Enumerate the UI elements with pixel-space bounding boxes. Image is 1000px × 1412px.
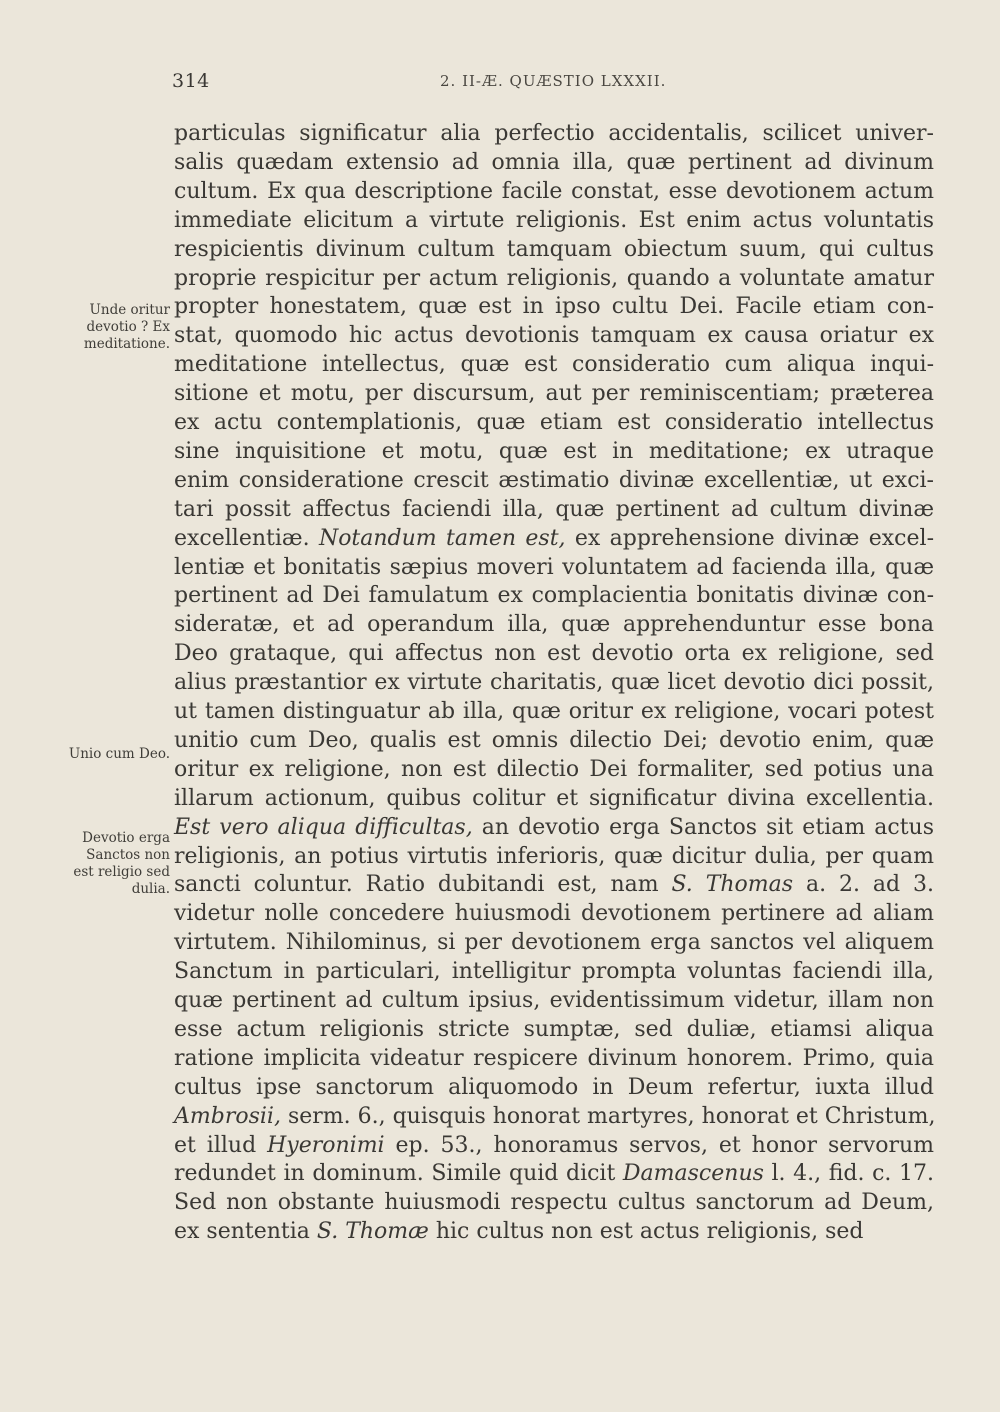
text-span: redundet in dominum. Simile quid dicit — [174, 1161, 623, 1187]
text-line: enim consideratione crescit æstimatio divinæ excellentiæ, ut exci- — [174, 467, 934, 493]
text-line: tari possit affectus faciendi illa, quæ pertinent ad cultum divinæ — [174, 496, 934, 522]
text-line: particulas significatur alia perfectio accidentalis, scilicet univer- — [174, 121, 934, 146]
text-line: pertinent ad Dei famulatum ex complacientia bonitatis divinæ con- — [174, 583, 934, 609]
text-span: serm. 6., quisquis honorat martyres, honorat et Christum, — [280, 1103, 936, 1129]
italic-span: Est vero aliqua difficultas, — [174, 814, 473, 840]
margin-note-line: meditatione. — [83, 336, 170, 352]
text-line: propter honestatem, quæ est in ipso cultu Dei. Facile etiam con- — [174, 294, 934, 320]
text-span: l. 4., fid. c. 17. — [763, 1161, 934, 1187]
italic-span: Hyeronimi — [267, 1132, 385, 1158]
margin-note — [50, 746, 170, 763]
text-line — [174, 814, 934, 842]
italic-span: S. Thomæ — [316, 1219, 429, 1245]
text-line: videtur nolle concedere huiusmodi devotionem pertinere ad aliam — [174, 901, 934, 927]
margin-note-line: dulia. — [131, 881, 170, 897]
running-head: 2. II-Æ. QUÆSTIO LXXXII. — [440, 72, 667, 90]
text-line: salis quædam extensio ad omnia illa, quæ pertinent ad divinum — [174, 149, 934, 175]
text-line: Deo grataque, qui affectus non est devotio orta ex religione, sed — [174, 641, 934, 667]
text-line: sitione et motu, per discursum, aut per reminiscentiam; præterea — [174, 381, 934, 407]
text-line: unitio cum Deo, qualis est omnis dilectio Dei; devotio enim, quæ — [174, 727, 934, 753]
text-span: ex apprehensione divinæ excel- — [565, 525, 934, 551]
text-span: an devotio erga Sanctos sit etiam actus — [472, 814, 934, 840]
margin-note — [50, 830, 170, 898]
italic-span: S. Thomas — [671, 872, 794, 898]
text-line: lentiæ et bonitatis sæpius moveri voluntatem ad facienda illa, quæ — [174, 554, 934, 580]
text-line: stat, quomodo hic actus devotionis tamquam ex causa oriatur ex — [174, 323, 934, 349]
text-line — [174, 1132, 934, 1160]
text-line: religionis, an potius virtutis inferioris, quæ dicitur dulia, per quam — [174, 843, 934, 869]
margin-note — [50, 302, 170, 353]
text-line: illarum actionum, quibus colitur et significatur divina excellentia. — [174, 785, 934, 811]
text-span: ep. 53., honoramus servos, et honor servorum — [384, 1132, 934, 1158]
text-line: respicientis divinum cultum tamquam obiectum suum, qui cultus — [174, 236, 934, 262]
margin-note-line: est religio sed — [73, 864, 170, 880]
text-line: ex actu contemplationis, quæ etiam est consideratio intellectus — [174, 410, 934, 435]
italic-span: Damascenus — [622, 1161, 764, 1187]
text-line: cultum. Ex qua descriptione facile constat, esse devotionem actum — [174, 178, 934, 204]
text-line: sideratæ, et ad operandum illa, quæ apprehenduntur esse bona — [174, 612, 934, 638]
margin-note-line: Devotio erga — [82, 830, 170, 846]
text-span: a. 2. ad 3. — [793, 872, 934, 898]
text-line: oritur ex religione, non est dilectio Dei formaliter, sed potius una — [174, 756, 934, 782]
text-span: hic cultus non est actus religionis, sed — [428, 1219, 864, 1245]
text-line: Sanctum in particulari, intelligitur prompta voluntas faciendi illa, — [174, 959, 934, 985]
text-line: quæ pertinent ad cultum ipsius, evidentissimum videtur, illam non — [174, 988, 934, 1013]
italic-span: Notandum tamen est, — [318, 525, 566, 551]
text-span: et illud — [174, 1132, 268, 1158]
margin-note-line: Unde oritur — [89, 302, 170, 318]
text-line: esse actum religionis stricte sumptæ, sed duliæ, etiamsi aliqua — [174, 1016, 934, 1042]
text-line — [174, 1103, 934, 1131]
text-line — [174, 1160, 934, 1188]
text-line: alius præstantior ex virtute charitatis, quæ licet devotio dici possit, — [174, 670, 934, 696]
text-span: ex sententia — [174, 1219, 317, 1245]
text-line: virtutem. Nihilominus, si per devotionem erga sanctos vel aliquem — [174, 930, 934, 956]
text-line: proprie respicitur per actum religionis, quando a voluntate amatur — [174, 265, 934, 291]
text-line: ratione implicita videatur respicere divinum honorem. Primo, quia — [174, 1045, 934, 1071]
text-span: sancti coluntur. Ratio dubitandi est, nam — [174, 872, 672, 898]
italic-span: Ambrosii, — [174, 1103, 281, 1129]
text-line: sine inquisitione et motu, quæ est in meditatione; ex utraque — [174, 438, 934, 464]
text-line: meditatione intellectus, quæ est consideratio cum aliqua inqui- — [174, 352, 934, 378]
margin-note-line: Unio cum Deo. — [68, 746, 170, 762]
text-line — [174, 525, 934, 553]
text-span: excellentiæ. — [174, 525, 319, 551]
text-line: ut tamen distinguatur ab illa, quæ oritur ex religione, vocari potest — [174, 699, 934, 724]
text-line: Sed non obstante huiusmodi respectu cultus sanctorum ad Deum, — [174, 1190, 934, 1216]
text-line: cultus ipse sanctorum aliquomodo in Deum refertur, iuxta illud — [174, 1074, 934, 1100]
margin-note-line: Sanctos non — [86, 847, 170, 863]
text-line: immediate elicitum a virtute religionis. Est enim actus voluntatis — [174, 207, 934, 233]
text-line — [174, 1218, 934, 1246]
margin-note-line: devotio ? Ex — [86, 319, 170, 335]
text-line — [174, 871, 934, 899]
page-number: 314 — [172, 70, 210, 92]
